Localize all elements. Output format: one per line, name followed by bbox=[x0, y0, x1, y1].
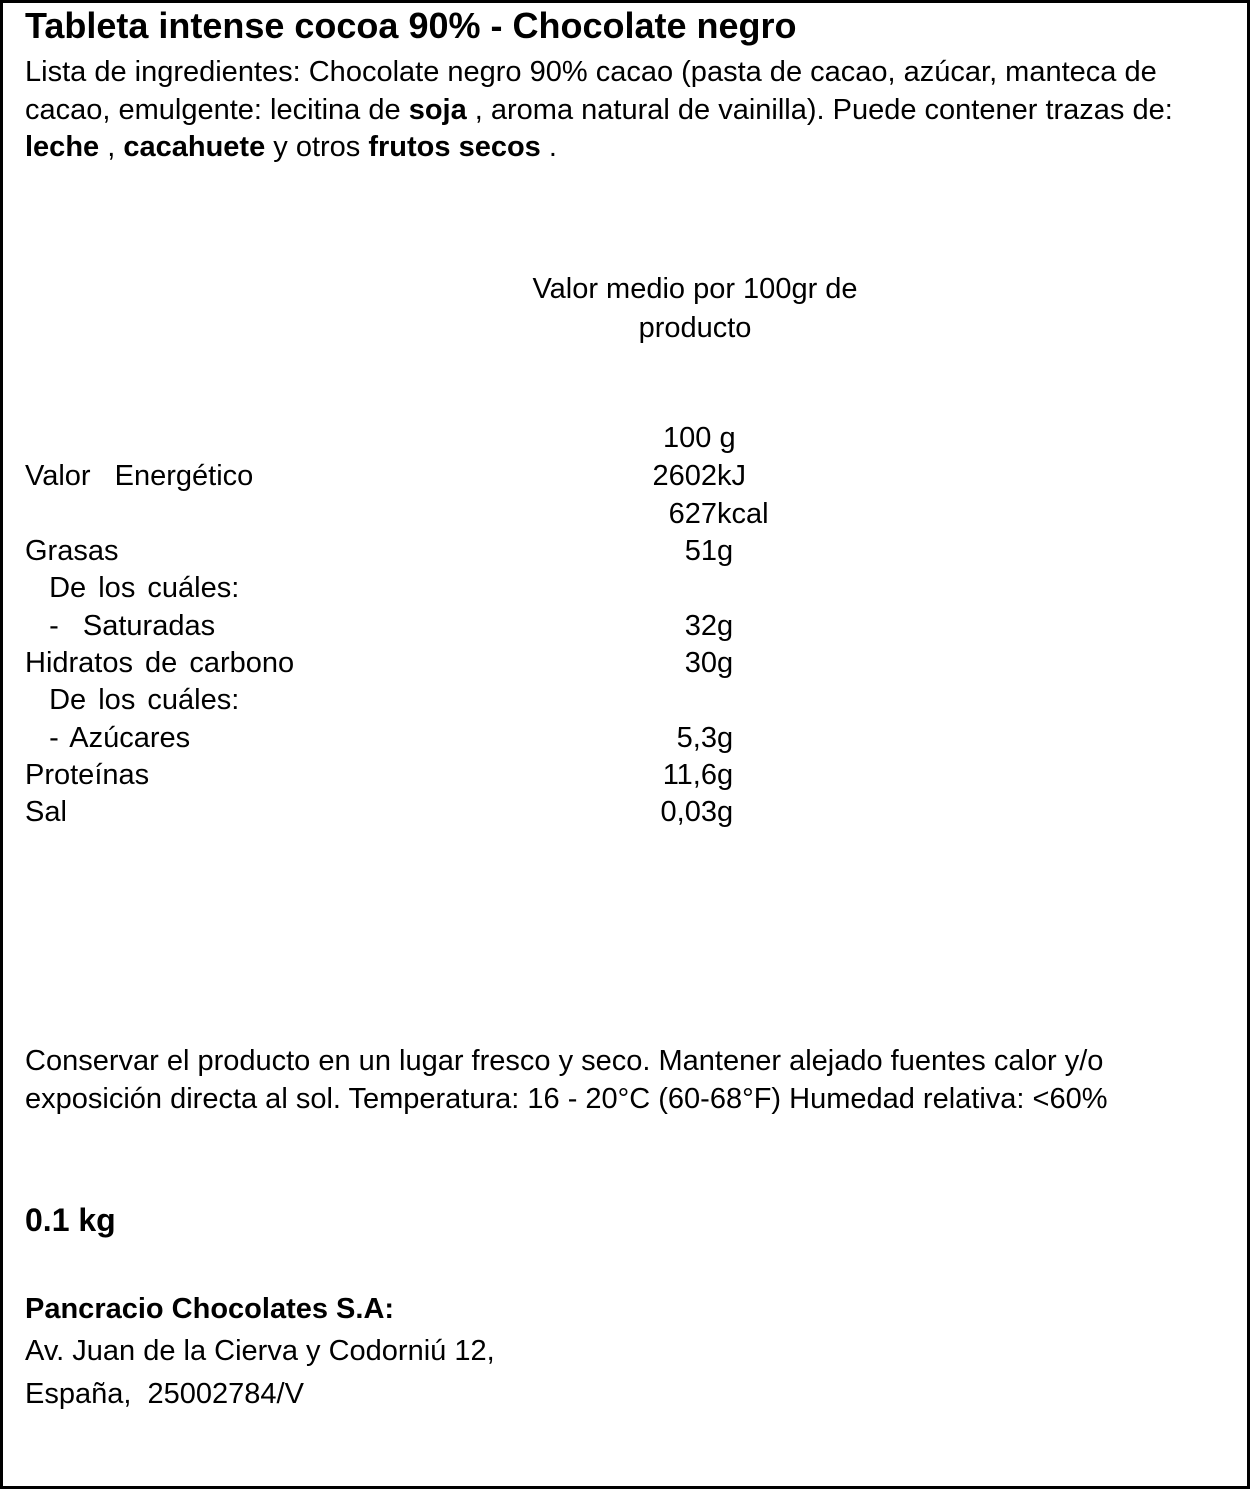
nutrition-value: 11,6 bbox=[662, 759, 717, 791]
ingredients-text: , aroma natural de vainilla). Puede contener trazas de: bbox=[466, 93, 1173, 126]
nutrition-label: Valor Energético bbox=[25, 460, 254, 492]
manufacturer-name: Pancracio Chocolates S.A: bbox=[25, 1293, 395, 1325]
nutrition-label: De los cuáles: bbox=[25, 572, 240, 604]
nutrition-unit: kJ bbox=[717, 460, 746, 492]
nutrition-unit: g bbox=[717, 535, 734, 567]
nutrition-value: 5,3 bbox=[676, 722, 717, 754]
nutrition-unit-header: 100 g bbox=[663, 422, 736, 454]
product-title: Tableta intense cocoa 90% - Chocolate negro bbox=[25, 5, 797, 46]
nutrition-value: 51 bbox=[684, 535, 717, 567]
ingredients-list bbox=[25, 54, 1225, 167]
nutrition-label: Hidratos de carbono bbox=[25, 647, 295, 679]
ingredients-text: Lista de ingredientes: Chocolate negro 90% cacao (pasta de cacao, azúcar, manteca de cacao, emulgente: lecitina de bbox=[25, 56, 1157, 126]
nutrition-label: Sal bbox=[25, 796, 67, 828]
nutrition-unit: g bbox=[717, 796, 734, 828]
nutrition-unit: g bbox=[717, 759, 734, 791]
nutrition-value: 0,03 bbox=[660, 796, 717, 828]
nutrition-label: - Saturadas bbox=[25, 610, 216, 642]
nutrition-label: Proteínas bbox=[25, 759, 150, 791]
net-weight: 0.1 kg bbox=[25, 1202, 116, 1238]
manufacturer-address-line: Av. Juan de la Cierva y Codorniú 12, bbox=[25, 1335, 495, 1367]
nutrition-value: 32 bbox=[684, 610, 717, 642]
allergen-leche: leche bbox=[25, 131, 100, 163]
ingredients-text: y otros bbox=[265, 131, 369, 163]
nutrition-label: - Azúcares bbox=[25, 722, 191, 754]
nutrition-header-line: producto bbox=[638, 311, 752, 344]
allergen-soja: soja bbox=[408, 93, 467, 126]
allergen-cacahuete: cacahuete bbox=[123, 131, 266, 163]
nutrition-column-header bbox=[455, 270, 935, 347]
nutrition-unit: g bbox=[717, 647, 734, 679]
ingredients-text: , bbox=[99, 131, 124, 163]
ingredients-text: . bbox=[540, 131, 557, 163]
nutrition-label: De los cuáles: bbox=[25, 684, 240, 716]
nutrition-unit: kcal bbox=[717, 498, 769, 530]
allergen-frutos-secos: frutos secos bbox=[368, 131, 541, 163]
manufacturer-address-line: España, 25002784/V bbox=[25, 1378, 304, 1410]
nutrition-value: 30 bbox=[684, 647, 717, 679]
nutrition-value: 2602 bbox=[652, 460, 717, 492]
storage-instructions: Conservar el producto en un lugar fresco y seco. Mantener alejado fuentes calor y/o exposición directa al sol. Temperatura: 16 - 20°C (60-68°F) Humedad relativa: <60% bbox=[25, 1045, 1108, 1115]
nutrition-unit: g bbox=[717, 722, 734, 754]
nutrition-value: 627 bbox=[668, 498, 717, 530]
nutrition-label: Grasas bbox=[25, 535, 119, 567]
nutrition-header-line: Valor medio por 100gr de bbox=[532, 273, 858, 305]
nutrition-unit: g bbox=[717, 610, 734, 642]
